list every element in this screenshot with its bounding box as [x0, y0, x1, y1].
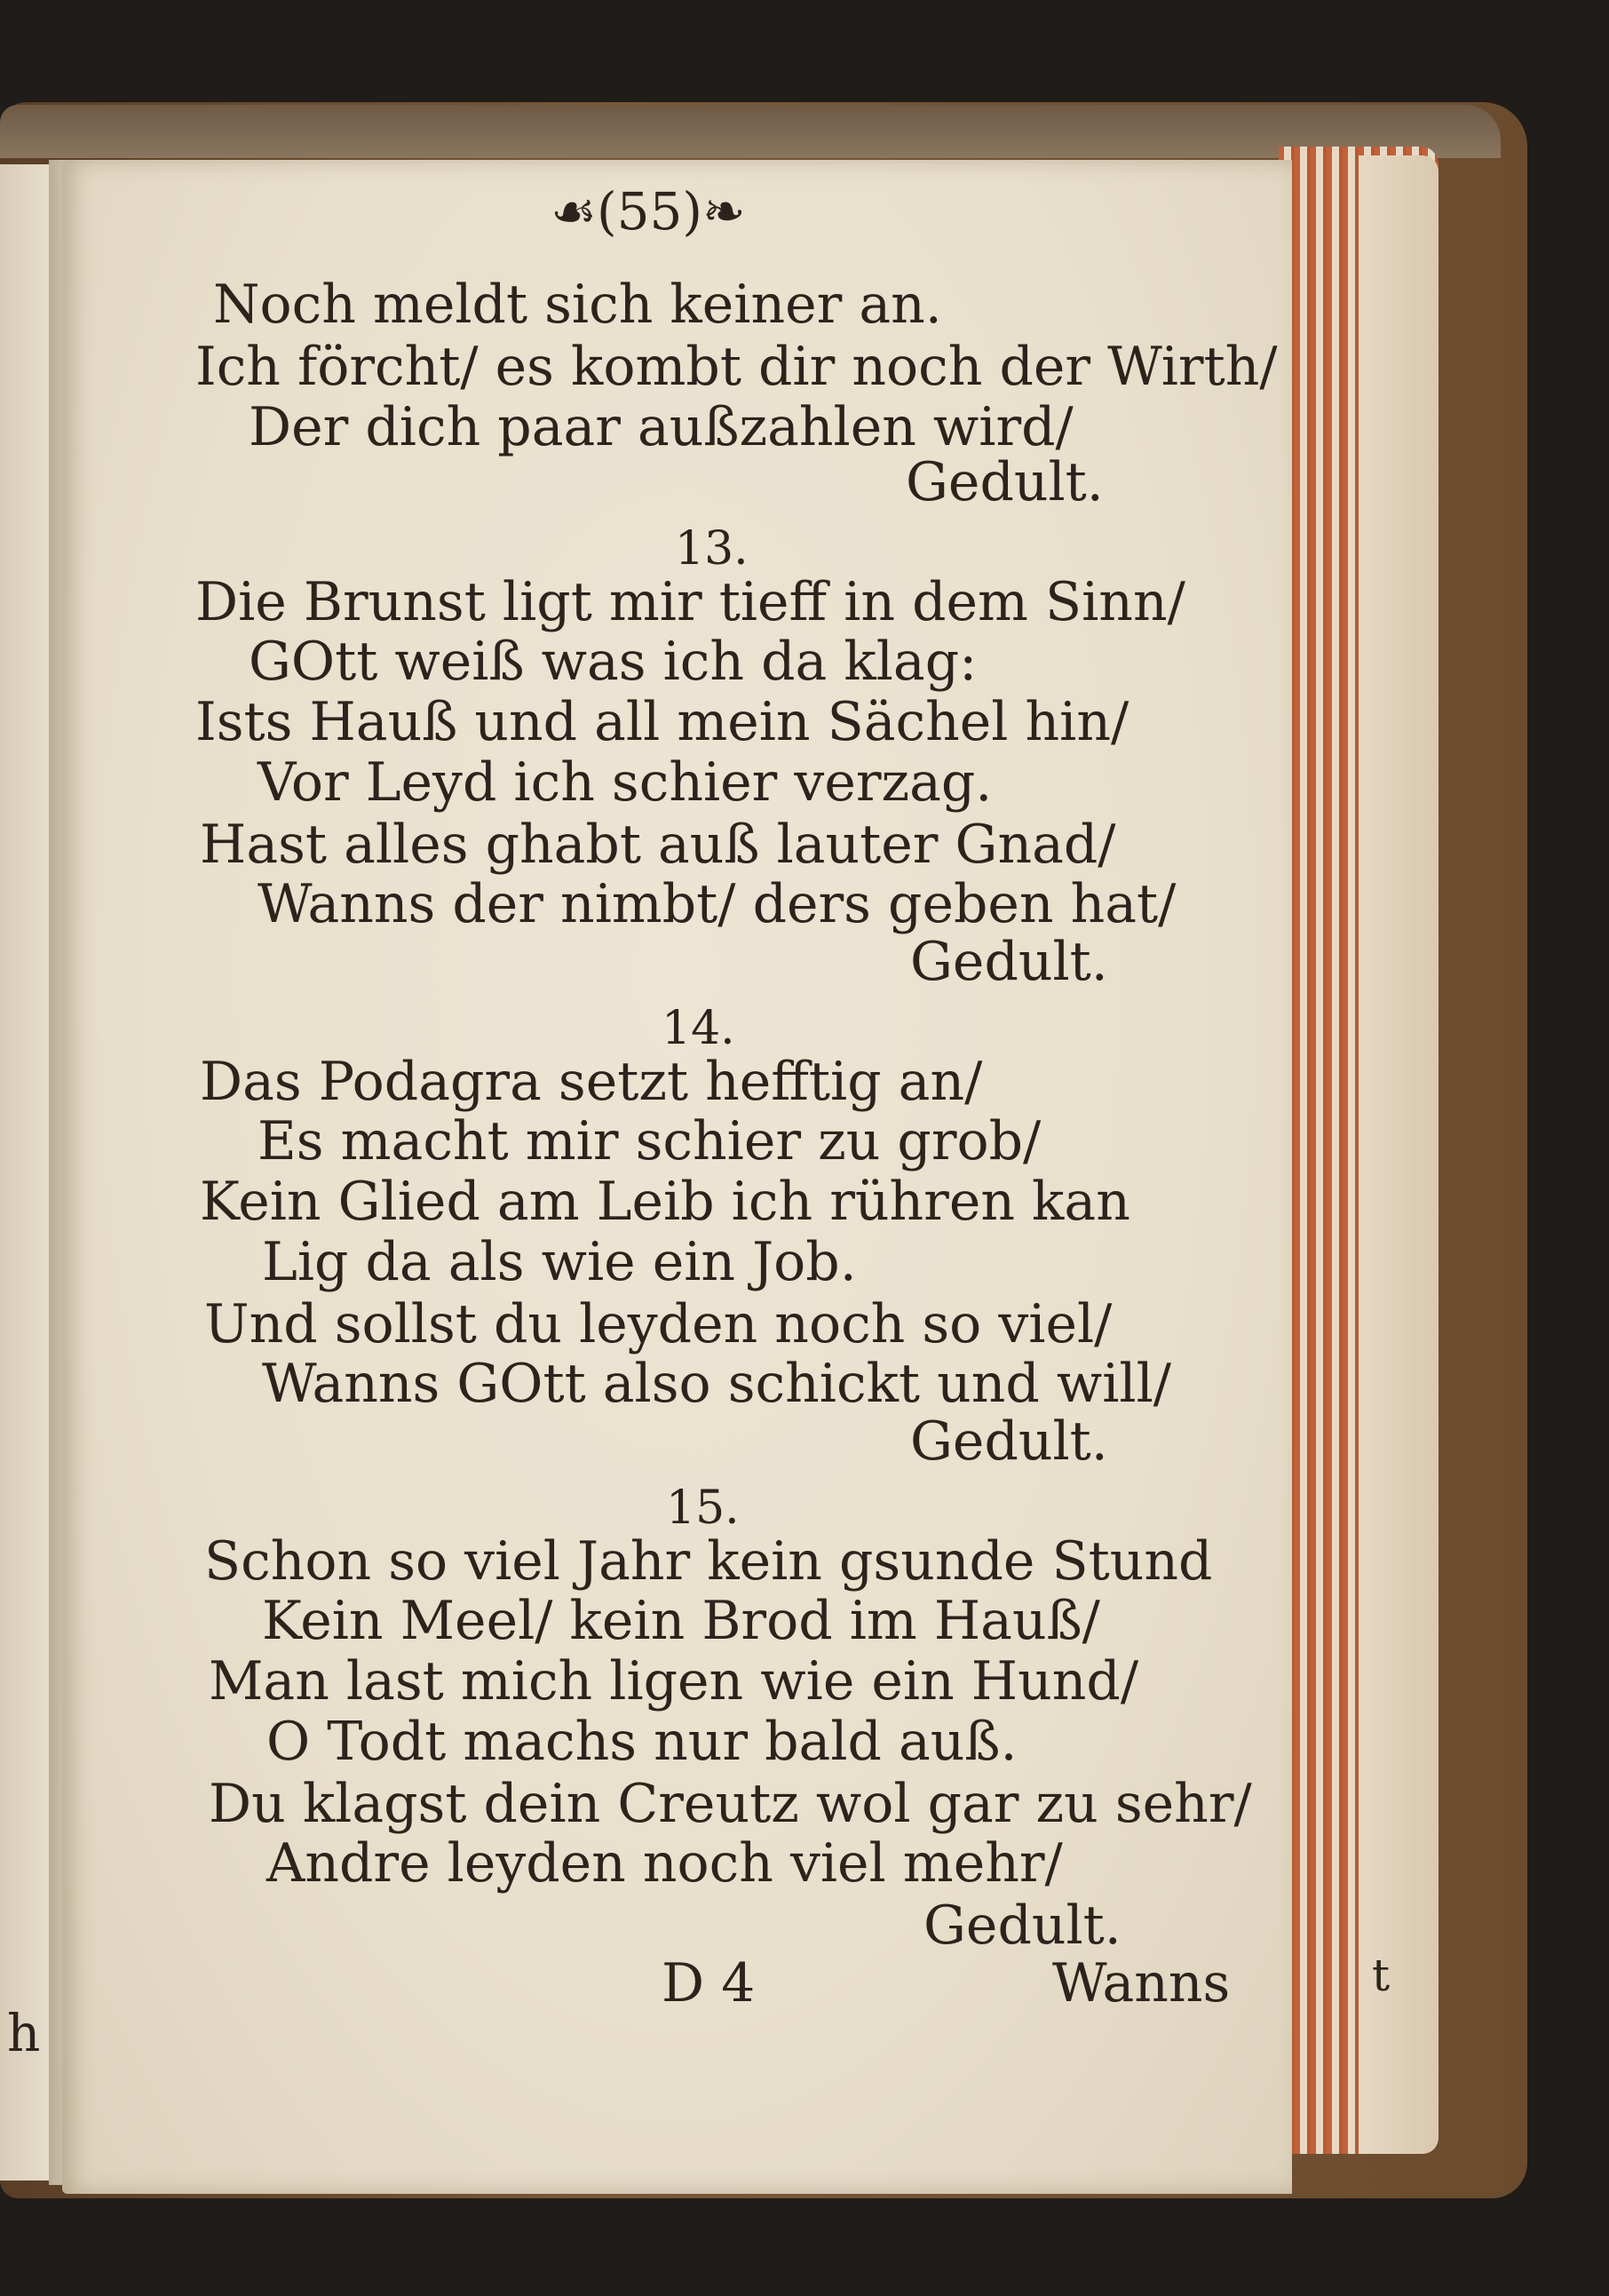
- text-line: Die Brunst ligt mir tieff in dem Sinn/: [195, 571, 1185, 633]
- next-page-edge: [1359, 155, 1439, 2154]
- text-line: Wanns GOtt also schickt und will/: [262, 1353, 1172, 1415]
- text-line: GOtt weiß was ich da klag:: [249, 631, 978, 693]
- stanza-number: 15.: [666, 1482, 740, 1535]
- text-line: Lig da als wie ein Job.: [262, 1231, 857, 1293]
- text-line: Noch meldt sich keiner an.: [213, 274, 942, 336]
- text-line: Man last mich ligen wie ein Hund/: [209, 1650, 1139, 1712]
- text-line: Andre leyden noch viel mehr/: [266, 1832, 1063, 1895]
- text-line: Der dich paar außzahlen wird/: [249, 396, 1074, 458]
- text-line: Es macht mir schier zu grob/: [258, 1110, 1042, 1172]
- catchword: Wanns: [1052, 1952, 1231, 2014]
- signature-mark: D 4: [662, 1952, 756, 2014]
- stanza-number: 14.: [662, 1002, 735, 1055]
- stanza-number: 13.: [675, 522, 749, 576]
- text-line: Und sollst du leyden noch so viel/: [204, 1293, 1113, 1355]
- text-line: Kein Glied am Leib ich rühren kan: [200, 1171, 1130, 1233]
- text-line: Du klagst dein Creutz wol gar zu sehr/: [209, 1773, 1252, 1835]
- text-line: Ists Hauß und all mein Sächel hin/: [195, 691, 1129, 753]
- refrain: Gedult.: [910, 1410, 1108, 1473]
- text-line: Wanns der nimbt/ ders geben hat/: [258, 873, 1177, 935]
- refrain: Gedult.: [923, 1895, 1122, 1957]
- refrain: Gedult.: [910, 931, 1108, 993]
- text-line: Ich förcht/ es kombt dir noch der Wirth/: [195, 336, 1278, 398]
- book-headband: [0, 105, 1501, 158]
- text-line: Das Podagra setzt hefftig an/: [200, 1051, 983, 1113]
- page-header: ☙(55)❧: [551, 181, 746, 242]
- text-line: Hast alles ghabt auß lauter Gnad/: [200, 814, 1116, 876]
- text-line: Vor Leyd ich schier verzag.: [258, 751, 993, 814]
- next-page-fragment: t: [1372, 1950, 1391, 2001]
- left-page-fragment: h: [7, 2003, 41, 2063]
- text-line: O Todt machs nur bald auß.: [266, 1711, 1018, 1773]
- refrain: Gedult.: [906, 451, 1104, 513]
- text-line: Schon so viel Jahr kein gsunde Stund: [204, 1530, 1213, 1593]
- text-line: Kein Meel/ kein Brod im Hauß/: [262, 1590, 1100, 1652]
